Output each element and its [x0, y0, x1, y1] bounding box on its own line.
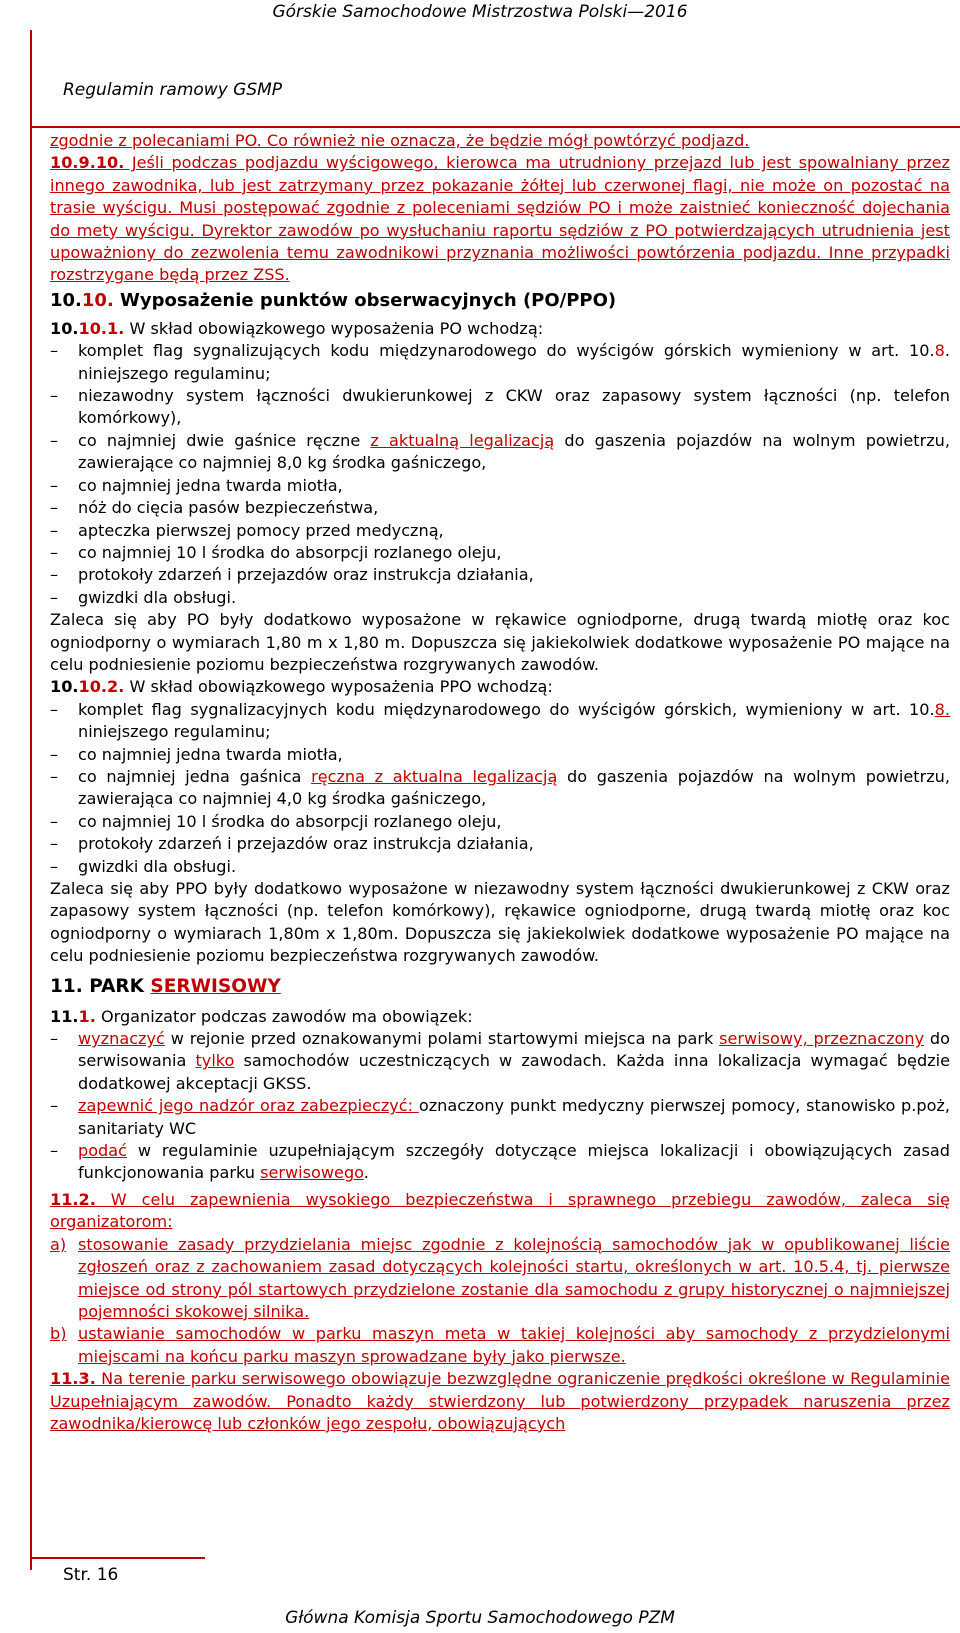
paragraph-text: Jeśli podczas podjazdu wyścigowego, kierowca ma utrudniony przejazd lub jest spowalniany przez innego zawodnika, lub jest zatrzymany przez pokazanie żółtej lub czerwonej flagi, nie może on pozostać na trasie wyścigu. [50, 153, 950, 218]
subsection-10-10-2: 10.10.2. W skład obowiązkowego wyposażenia PPO wchodzą: [50, 677, 553, 697]
list-item: – niezawodny system łączności dwukierunkowej z CKW oraz zapasowy system łączności (np. telefon komórkowy), [50, 385, 950, 430]
continuation-text: zgodnie z polecaniami PO. Co również nie oznacza, że będzie mógł powtórzyć podjazd. [50, 131, 750, 150]
recommendation-b: b) ustawianie samochodów w parku maszyn meta w takiej kolejności aby samochody z przydzielonymi miejscami na końcu parku maszyn sprowadzane były jako pierwsze. [50, 1324, 950, 1366]
subsection-11-2: 11.2. W celu zapewnienia wysokiego bezpieczeństwa i sprawnego przebiegu zawodów, zaleca się organizatorom: [50, 1189, 950, 1232]
page-number: Str. 16 [63, 1565, 119, 1585]
paragraph-text: Dyrektor zawodów po wysłuchaniu raportu sędziów z PO potwierdzających utrudnienia jest upoważniony do zezwolenia temu zawodnikowi przyznania możliwości powtórzenia podjazdu. [50, 220, 950, 263]
section-heading-10-10: 10.10. Wyposażenie punktów obserwacyjnych (PO/PPO) [50, 289, 617, 311]
list-item: – komplet flag sygnalizujących kodu międzynarodowego do wyścigów górskich wymieniony w art. 10.8. niniejszego regulaminu; [50, 340, 950, 385]
list-item: – co najmniej 10 l środka do absorpcji rozlanego oleju, [50, 542, 950, 564]
list-item: – zapewnić jego nadzór oraz zabezpieczyć: oznaczony punkt medyczny pierwszej pomocy, stanowisko p.poż, sanitariaty WC [50, 1095, 950, 1140]
list-item: – co najmniej jedna twarda miotła, [50, 744, 950, 766]
paragraph-text: Inne przypadki rozstrzygane będą przez ZSS. [50, 243, 950, 285]
list-item: – podać w regulaminie uzupełniającym szczegóły dotyczące miejsca lokalizacji i obowiązujących zasad funkcjonowania parku serwisowego. [50, 1140, 950, 1185]
document-header-subtitle: Regulamin ramowy GSMP [63, 80, 283, 100]
list-item: – gwizdki dla obsługi. [50, 587, 950, 609]
list-item: – gwizdki dla obsługi. [50, 856, 950, 878]
subsection-11-3: 11.3. Na terenie parku serwisowego obowiązuje bezwzględne ograniczenie prędkości określone w Regulaminie Uzupełniającym zawodów. Ponadto każdy stwierdzony lub potwierdzony przypadek naruszenia przez zawodnika/kierowcę lub członków jego zespołu, obowiązujących [50, 1369, 950, 1433]
document-header-title: Górskie Samochodowe Mistrzostwa Polski—2016 [272, 2, 688, 22]
section-number: 10.9.10. [50, 153, 125, 173]
section-heading-11: 11. PARK SERWISOWY [50, 975, 281, 997]
list-item: – protokoły zdarzeń i przejazdów oraz instrukcja działania, [50, 564, 950, 586]
document-body [50, 130, 950, 1435]
list-item: – nóż do cięcia pasów bezpieczeństwa, [50, 497, 950, 519]
paragraph-continuation [50, 130, 950, 152]
footer-rule [30, 1557, 205, 1559]
subsection-10-10-1: 10.10.1. W skład obowiązkowego wyposażenia PO wchodzą: [50, 318, 544, 338]
document-footer: Główna Komisja Sportu Samochodowego PZM [285, 1608, 675, 1628]
po-recommendation-note: Zaleca się aby PO były dodatkowo wyposażone w rękawice ogniodporne, drugą twardą miotłę oraz koc ogniodporny o wymiarach 1,80 m x 1,80 m. Dopuszcza się jakiekolwiek dodatkowe wyposażenie PO mające na celu podniesienie poziomu bezpieczeństwa rozgrywanych zawodów. [50, 610, 950, 674]
list-item: – wyznaczyć w rejonie przed oznakowanymi polami startowymi miejsca na park serwisowy, przeznaczony do serwisowania tylko samochodów uczestniczących w zawodach. Każda inna lokalizacja wymagać będzie dodatkowej akceptacji GKSS. [50, 1028, 950, 1095]
ppo-equipment-list [50, 699, 950, 878]
recommendation-a: a) stosowanie zasady przydzielania miejsc zgodnie z kolejnością samochodów jak w opublikowanej liście zgłoszeń oraz z zachowaniem zasad dotyczących kolejności startu, określonych w art. 10.5.4, tj. pierwsze miejsce od strony pól startowych przydzielone zostanie dla samochodu z grupy historycznej o najmniejszej pojemności skokowej silnika. [50, 1234, 950, 1321]
list-item: – co najmniej jedna twarda miotła, [50, 475, 950, 497]
ppo-recommendation-note: Zaleca się aby PPO były dodatkowo wyposażone w niezawodny system łączności dwukierunkowej z CKW oraz zapasowy system łączności (np. telefon komórkowy), rękawice ogniodporne, drugą twardą miotłę oraz koc ogniodporny o wymiarach 1,80m x 1,80m. Dopuszcza się jakiekolwiek dodatkowe wyposażenie PO mające na celu podniesienie poziomu bezpieczeństwa rozgrywanych zawodów. [50, 879, 950, 966]
list-item: – komplet flag sygnalizacyjnych kodu międzynarodowego do wyścigów górskich, wymieniony w art. 10.8. niniejszego regulaminu; [50, 699, 950, 744]
organizer-duties-list [50, 1028, 950, 1185]
margin-rule-vertical [30, 30, 32, 1570]
list-item: – co najmniej jedna gaśnica ręczna z aktualna legalizacją do gaszenia pojazdów na wolnym powietrzu, zawierająca co najmniej 4,0 kg środka gaśniczego, [50, 766, 950, 811]
list-item: – protokoły zdarzeń i przejazdów oraz instrukcja działania, [50, 833, 950, 855]
po-equipment-list [50, 340, 950, 609]
header-rule [30, 126, 960, 128]
paragraph-10-9-10 [50, 152, 950, 286]
list-item: – co najmniej dwie gaśnice ręczne z aktualną legalizacją do gaszenia pojazdów na wolnym powietrzu, zawierające co najmniej 8,0 kg środka gaśniczego, [50, 430, 950, 475]
list-item: – co najmniej 10 l środka do absorpcji rozlanego oleju, [50, 811, 950, 833]
list-item: – apteczka pierwszej pomocy przed medyczną, [50, 520, 950, 542]
paragraph-text: Musi postępować zgodnie z poleceniami sędziów PO i może zaistnieć konieczność dojechania do mety wyścigu. [50, 198, 950, 240]
subsection-11-1: 11.1. Organizator podczas zawodów ma obowiązek: [50, 1006, 473, 1026]
